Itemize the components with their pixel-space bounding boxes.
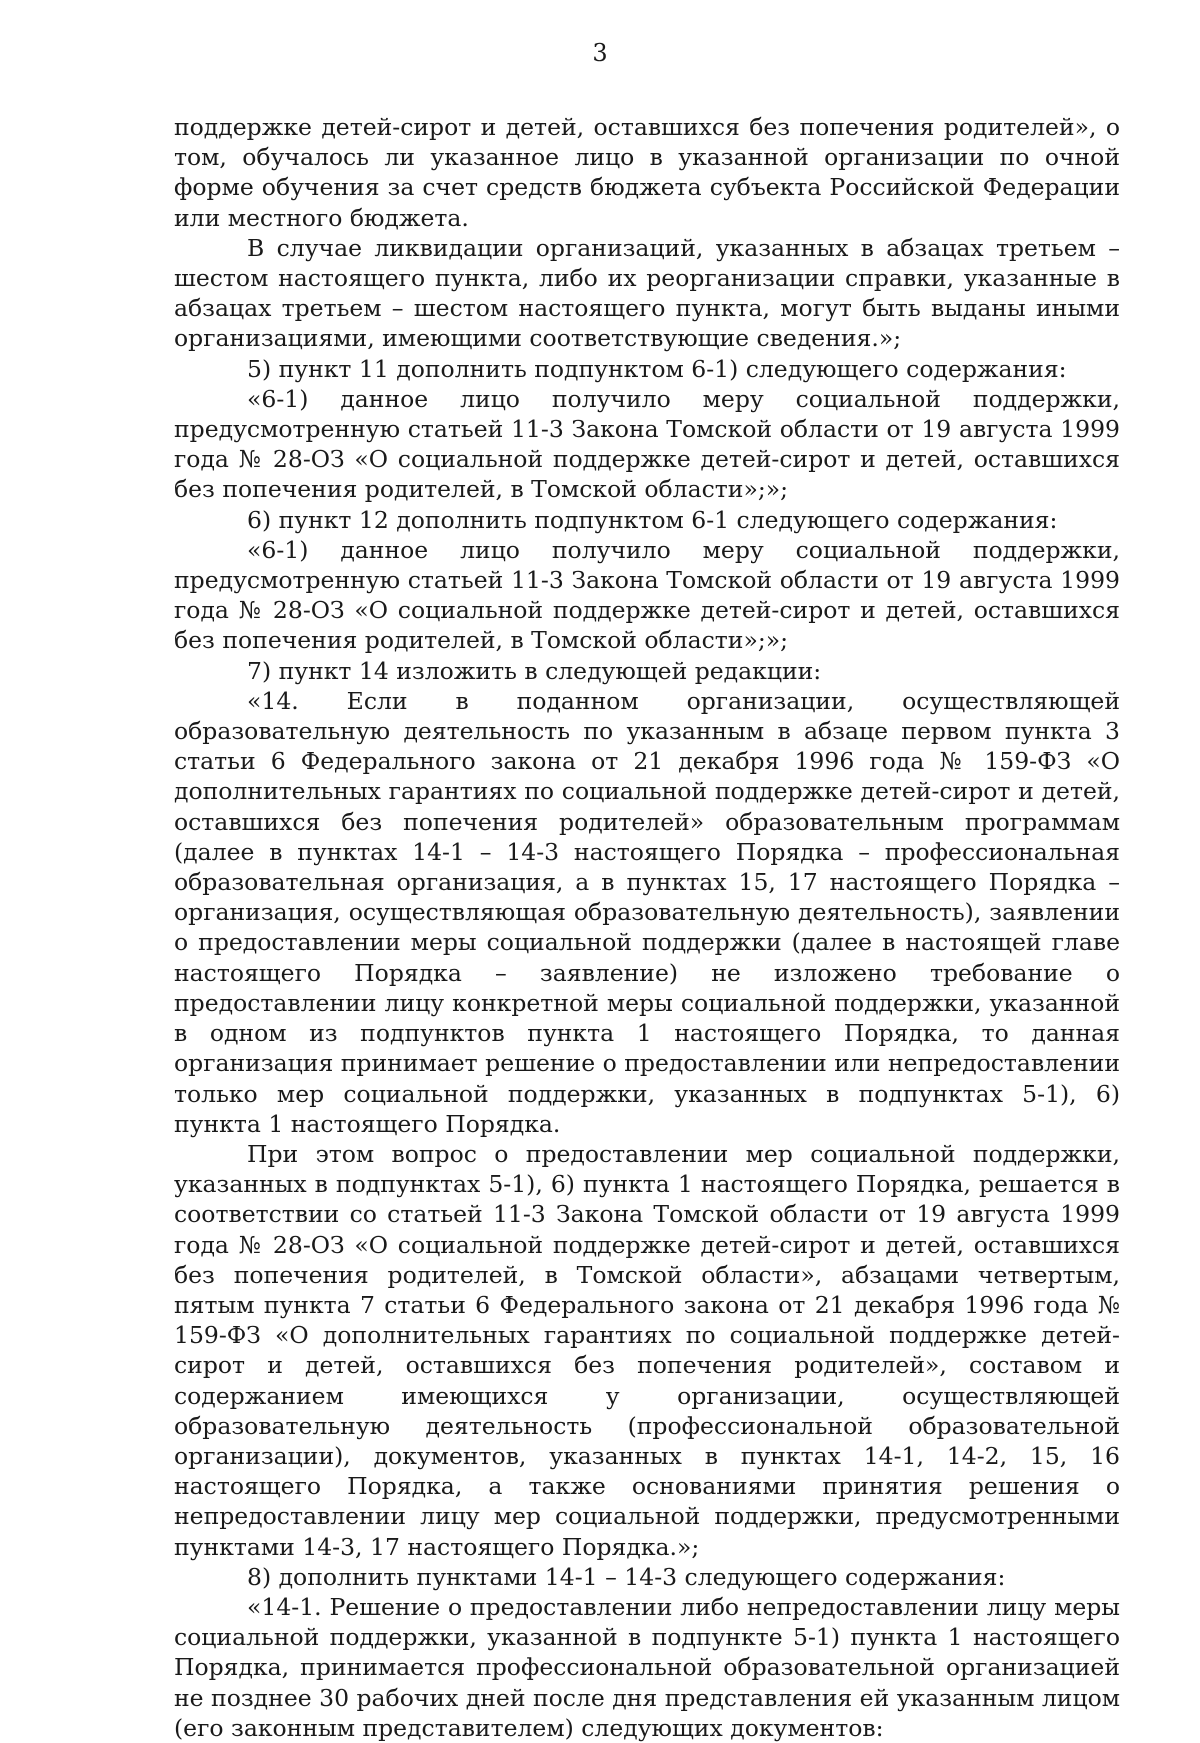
- paragraph-3: 5) пункт 11 дополнить подпунктом 6-1) следующего содержания:: [247, 354, 1067, 383]
- paragraph-10: 8) дополнить пунктами 14-1 – 14-3 следующего содержания:: [247, 1562, 1006, 1591]
- paragraph-2: В случае ликвидации организаций, указанных в абзацах третьем – шестом настоящего пункта, либо их реорганизации справки, указанные в абзацах третьем – шестом настоящего пункта, могут быть выданы иными организациями, имеющими соответствующие сведения.»;: [174, 233, 1120, 353]
- paragraph-4: «6-1) данное лицо получило меру социальной поддержки, предусмотренную статьей 11-3 Закона Томской области от 19 августа 1999 года № 28-ОЗ «О социальной поддержке детей-сирот и детей, оставшихся без попечения родителей, в Томской области»;»;: [174, 384, 1120, 504]
- paragraph-11: «14-1. Решение о предоставлении либо непредоставлении лицу меры социальной поддержки, указанной в подпункте 5-1) пункта 1 настоящего Порядка, принимается профессиональной образовательной организацией не позднее 30 рабочих дней после дня представления ей указанным лицом (его законным представителем) следующих документов:: [174, 1592, 1120, 1742]
- paragraph-9: При этом вопрос о предоставлении мер социальной поддержки, указанных в подпунктах 5-1), 6) пункта 1 настоящего Порядка, решается в соответствии со статьей 11-3 Закона Томской области от 19 августа 1999 года № 28-ОЗ «О социальной поддержке детей-сирот и детей, оставшихся без попечения родителей, в Томской области», абзацами четвертым, пятым пункта 7 статьи 6 Федерального закона от 21 декабря 1996 года № 159-ФЗ «О дополнительных гарантиях по социальной поддержке детей-сирот и детей, оставшихся без попечения родителей», составом и содержанием имеющихся у организации, осуществляющей образовательную деятельность (профессиональной образовательной организации), документов, указанных в пунктах 14-1, 14-2, 15, 16 настоящего Порядка, а также основаниями принятия решения о непредоставлении лицу мер социальной поддержки, предусмотренными пунктами 14-3, 17 настоящего Порядка.»;: [174, 1139, 1120, 1561]
- paragraph-8: «14. Если в поданном организации, осуществляющей образовательную деятельность по указанным в абзаце первом пункта 3 статьи 6 Федерального закона от 21 декабря 1996 года № 159-ФЗ «О дополнительных гарантиях по социальной поддержке детей-сирот и детей, оставшихся без попечения родителей» образовательным программам (далее в пунктах 14-1 – 14-3 настоящего Порядка – профессиональная образовательная организация, а в пунктах 15, 17 настоящего Порядка – организация, осуществляющая образовательную деятельность), заявлении о предоставлении меры социальной поддержки (далее в настоящей главе настоящего Порядка – заявление) не изложено требование о предоставлении лицу конкретной меры социальной поддержки, указанной в одном из подпунктов пункта 1 настоящего Порядка, то данная организация принимает решение о предоставлении или непредоставлении только мер социальной поддержки, указанных в подпунктах 5-1), 6) пункта 1 настоящего Порядка.: [174, 686, 1120, 1138]
- paragraph-6: «6-1) данное лицо получило меру социальной поддержки, предусмотренную статьей 11-3 Закона Томской области от 19 августа 1999 года № 28-ОЗ «О социальной поддержке детей-сирот и детей, оставшихся без попечения родителей, в Томской области»;»;: [174, 535, 1120, 655]
- paragraph-7: 7) пункт 14 изложить в следующей редакции:: [247, 656, 822, 685]
- document-body: [174, 112, 1120, 1743]
- page-number: 3: [592, 39, 608, 67]
- paragraph-1: поддержке детей-сирот и детей, оставшихся без попечения родителей», о том, обучалось ли указанное лицо в указанной организации по очной форме обучения за счет средств бюджета субъекта Российской Федерации или местного бюджета.: [174, 113, 1120, 232]
- paragraph-5: 6) пункт 12 дополнить подпунктом 6-1 следующего содержания:: [247, 505, 1058, 534]
